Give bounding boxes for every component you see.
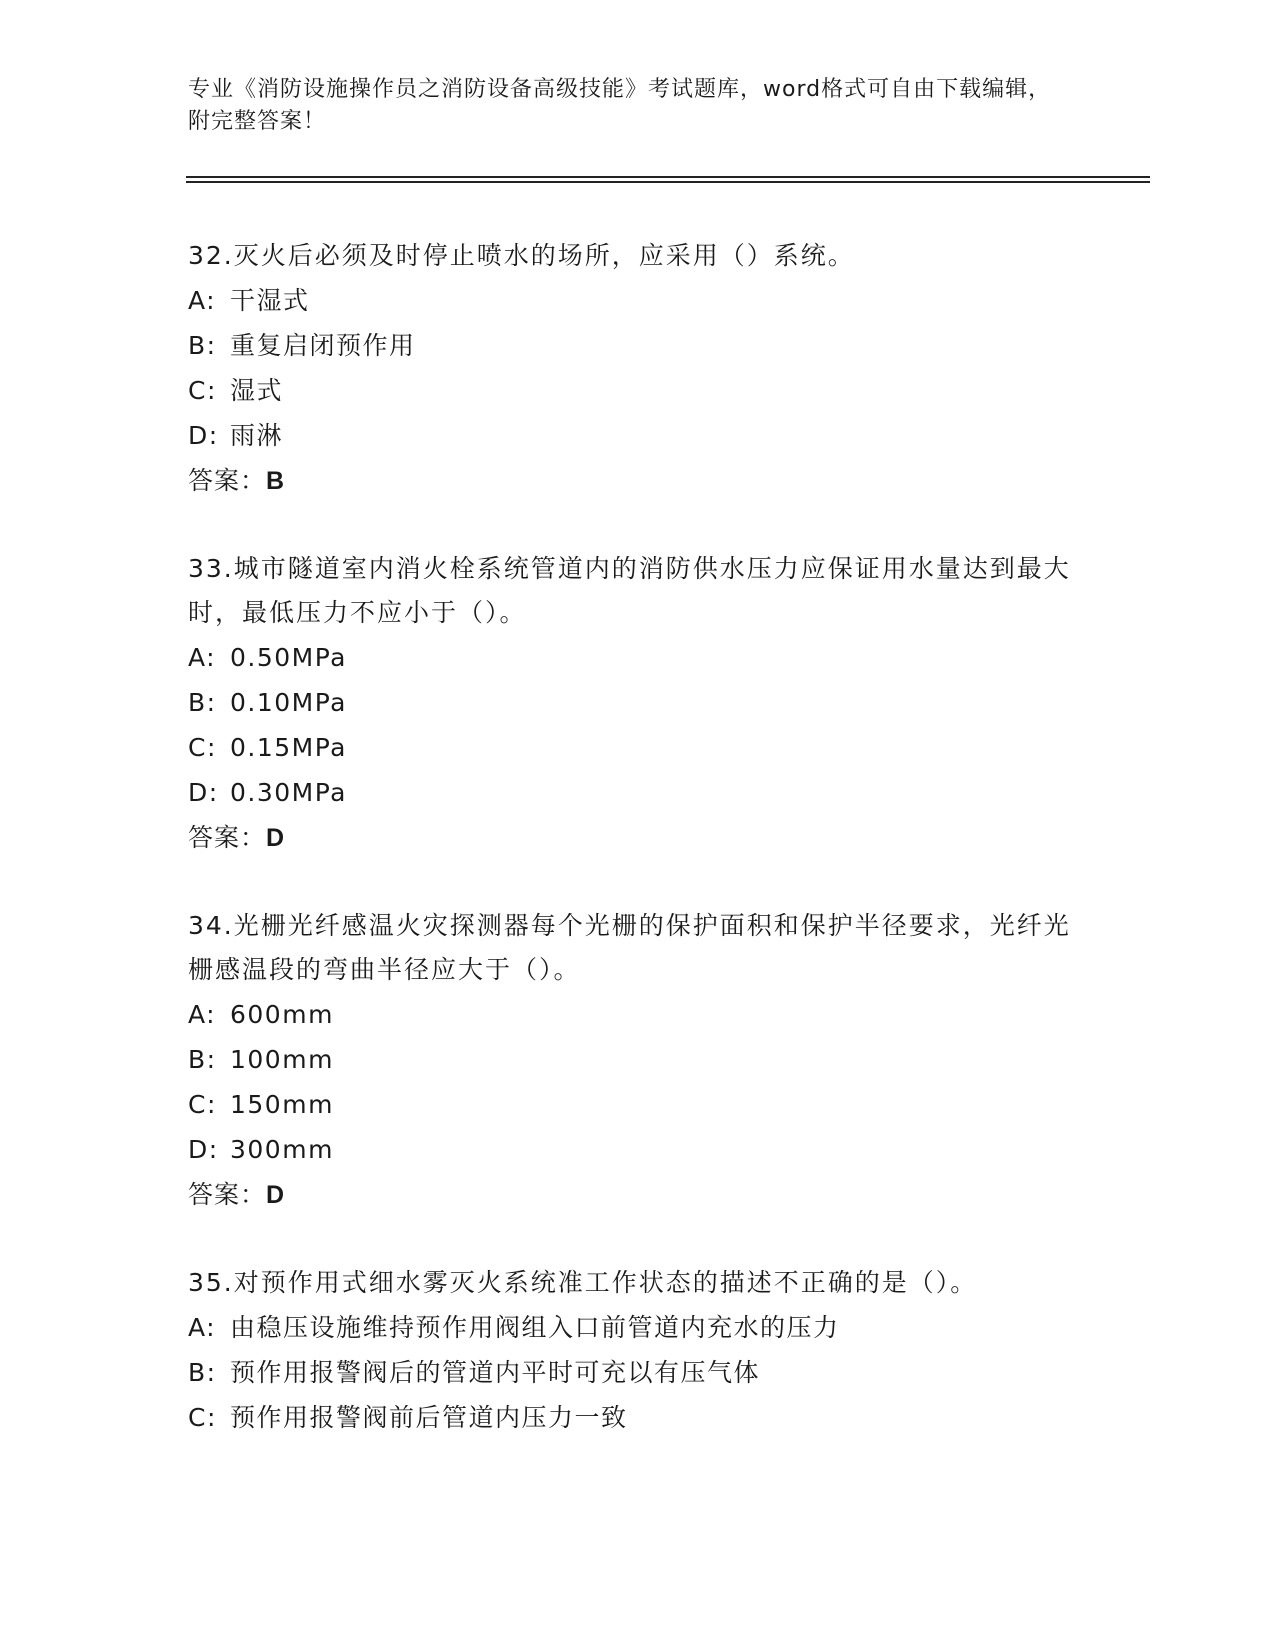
- document-header: 专业《消防设施操作员之消防设备高级技能》考试题库，word格式可自由下载编辑，附完整答案！: [188, 77, 1052, 134]
- question-stem: 32.灭火后必须及时停止喷水的场所，应采用（）系统。: [188, 241, 855, 270]
- option-text: 0.15MPa: [230, 733, 348, 762]
- option-text: 湿式: [230, 376, 284, 405]
- answer-value: D: [266, 1181, 286, 1209]
- option-key: C:: [188, 1403, 217, 1432]
- header-divider-top: [186, 176, 1150, 178]
- option-key: A:: [188, 1313, 217, 1342]
- option-c: [188, 1395, 1088, 1440]
- option-d: [188, 1127, 1088, 1172]
- option-a: [188, 635, 1088, 680]
- option-key: D:: [188, 778, 219, 807]
- answer-line: [188, 458, 1088, 503]
- option-key: B:: [188, 688, 217, 717]
- answer-value: D: [266, 824, 286, 852]
- question-stem: 35.对预作用式细水雾灭火系统准工作状态的描述不正确的是（）。: [188, 1268, 978, 1297]
- option-key: D:: [188, 1135, 219, 1164]
- answer-label: 答案：: [188, 1180, 267, 1209]
- answer-value: B: [266, 467, 286, 495]
- option-key: B:: [188, 1045, 217, 1074]
- option-key: D:: [188, 421, 219, 450]
- answer-line: [188, 815, 1088, 860]
- option-key: C:: [188, 733, 217, 762]
- option-text: 重复启闭预作用: [230, 331, 416, 360]
- option-c: [188, 368, 1088, 413]
- question-34: [188, 904, 1088, 1217]
- question-stem: 34.光栅光纤感温火灾探测器每个光栅的保护面积和保护半径要求，光纤光栅感温段的弯曲半径应大于（）。: [188, 911, 1071, 984]
- option-text: 600mm: [230, 1000, 334, 1029]
- answer-line: [188, 1172, 1088, 1217]
- option-b: [188, 680, 1088, 725]
- option-a: [188, 1305, 1088, 1350]
- option-d: [188, 770, 1088, 815]
- question-32: [188, 234, 1088, 503]
- option-text: 0.50MPa: [230, 643, 348, 672]
- question-stem: 33.城市隧道室内消火栓系统管道内的消防供水压力应保证用水量达到最大时，最低压力不应小于（）。: [188, 554, 1071, 627]
- question-list: [188, 234, 1088, 1484]
- option-text: 150mm: [230, 1090, 334, 1119]
- option-text: 预作用报警阀后的管道内平时可充以有压气体: [230, 1358, 761, 1387]
- option-b: [188, 323, 1088, 368]
- option-a: [188, 278, 1088, 323]
- option-text: 100mm: [230, 1045, 334, 1074]
- option-key: A:: [188, 286, 217, 315]
- option-key: A:: [188, 1000, 217, 1029]
- option-key: C:: [188, 376, 217, 405]
- option-c: [188, 1082, 1088, 1127]
- question-33: [188, 547, 1088, 860]
- option-text: 雨淋: [230, 421, 284, 450]
- header-divider-bottom: [186, 181, 1150, 183]
- question-35: [188, 1261, 1088, 1440]
- option-text: 0.10MPa: [230, 688, 348, 717]
- option-key: C:: [188, 1090, 217, 1119]
- answer-label: 答案：: [188, 466, 267, 495]
- answer-label: 答案：: [188, 823, 267, 852]
- option-key: B:: [188, 331, 217, 360]
- option-text: 由稳压设施维持预作用阀组入口前管道内充水的压力: [230, 1313, 840, 1342]
- option-key: B:: [188, 1358, 217, 1387]
- option-c: [188, 725, 1088, 770]
- option-b: [188, 1037, 1088, 1082]
- option-text: 300mm: [230, 1135, 334, 1164]
- option-text: 预作用报警阀前后管道内压力一致: [230, 1403, 628, 1432]
- option-b: [188, 1350, 1088, 1395]
- option-d: [188, 413, 1088, 458]
- option-a: [188, 992, 1088, 1037]
- option-text: 0.30MPa: [230, 778, 348, 807]
- option-key: A:: [188, 643, 217, 672]
- option-text: 干湿式: [230, 286, 310, 315]
